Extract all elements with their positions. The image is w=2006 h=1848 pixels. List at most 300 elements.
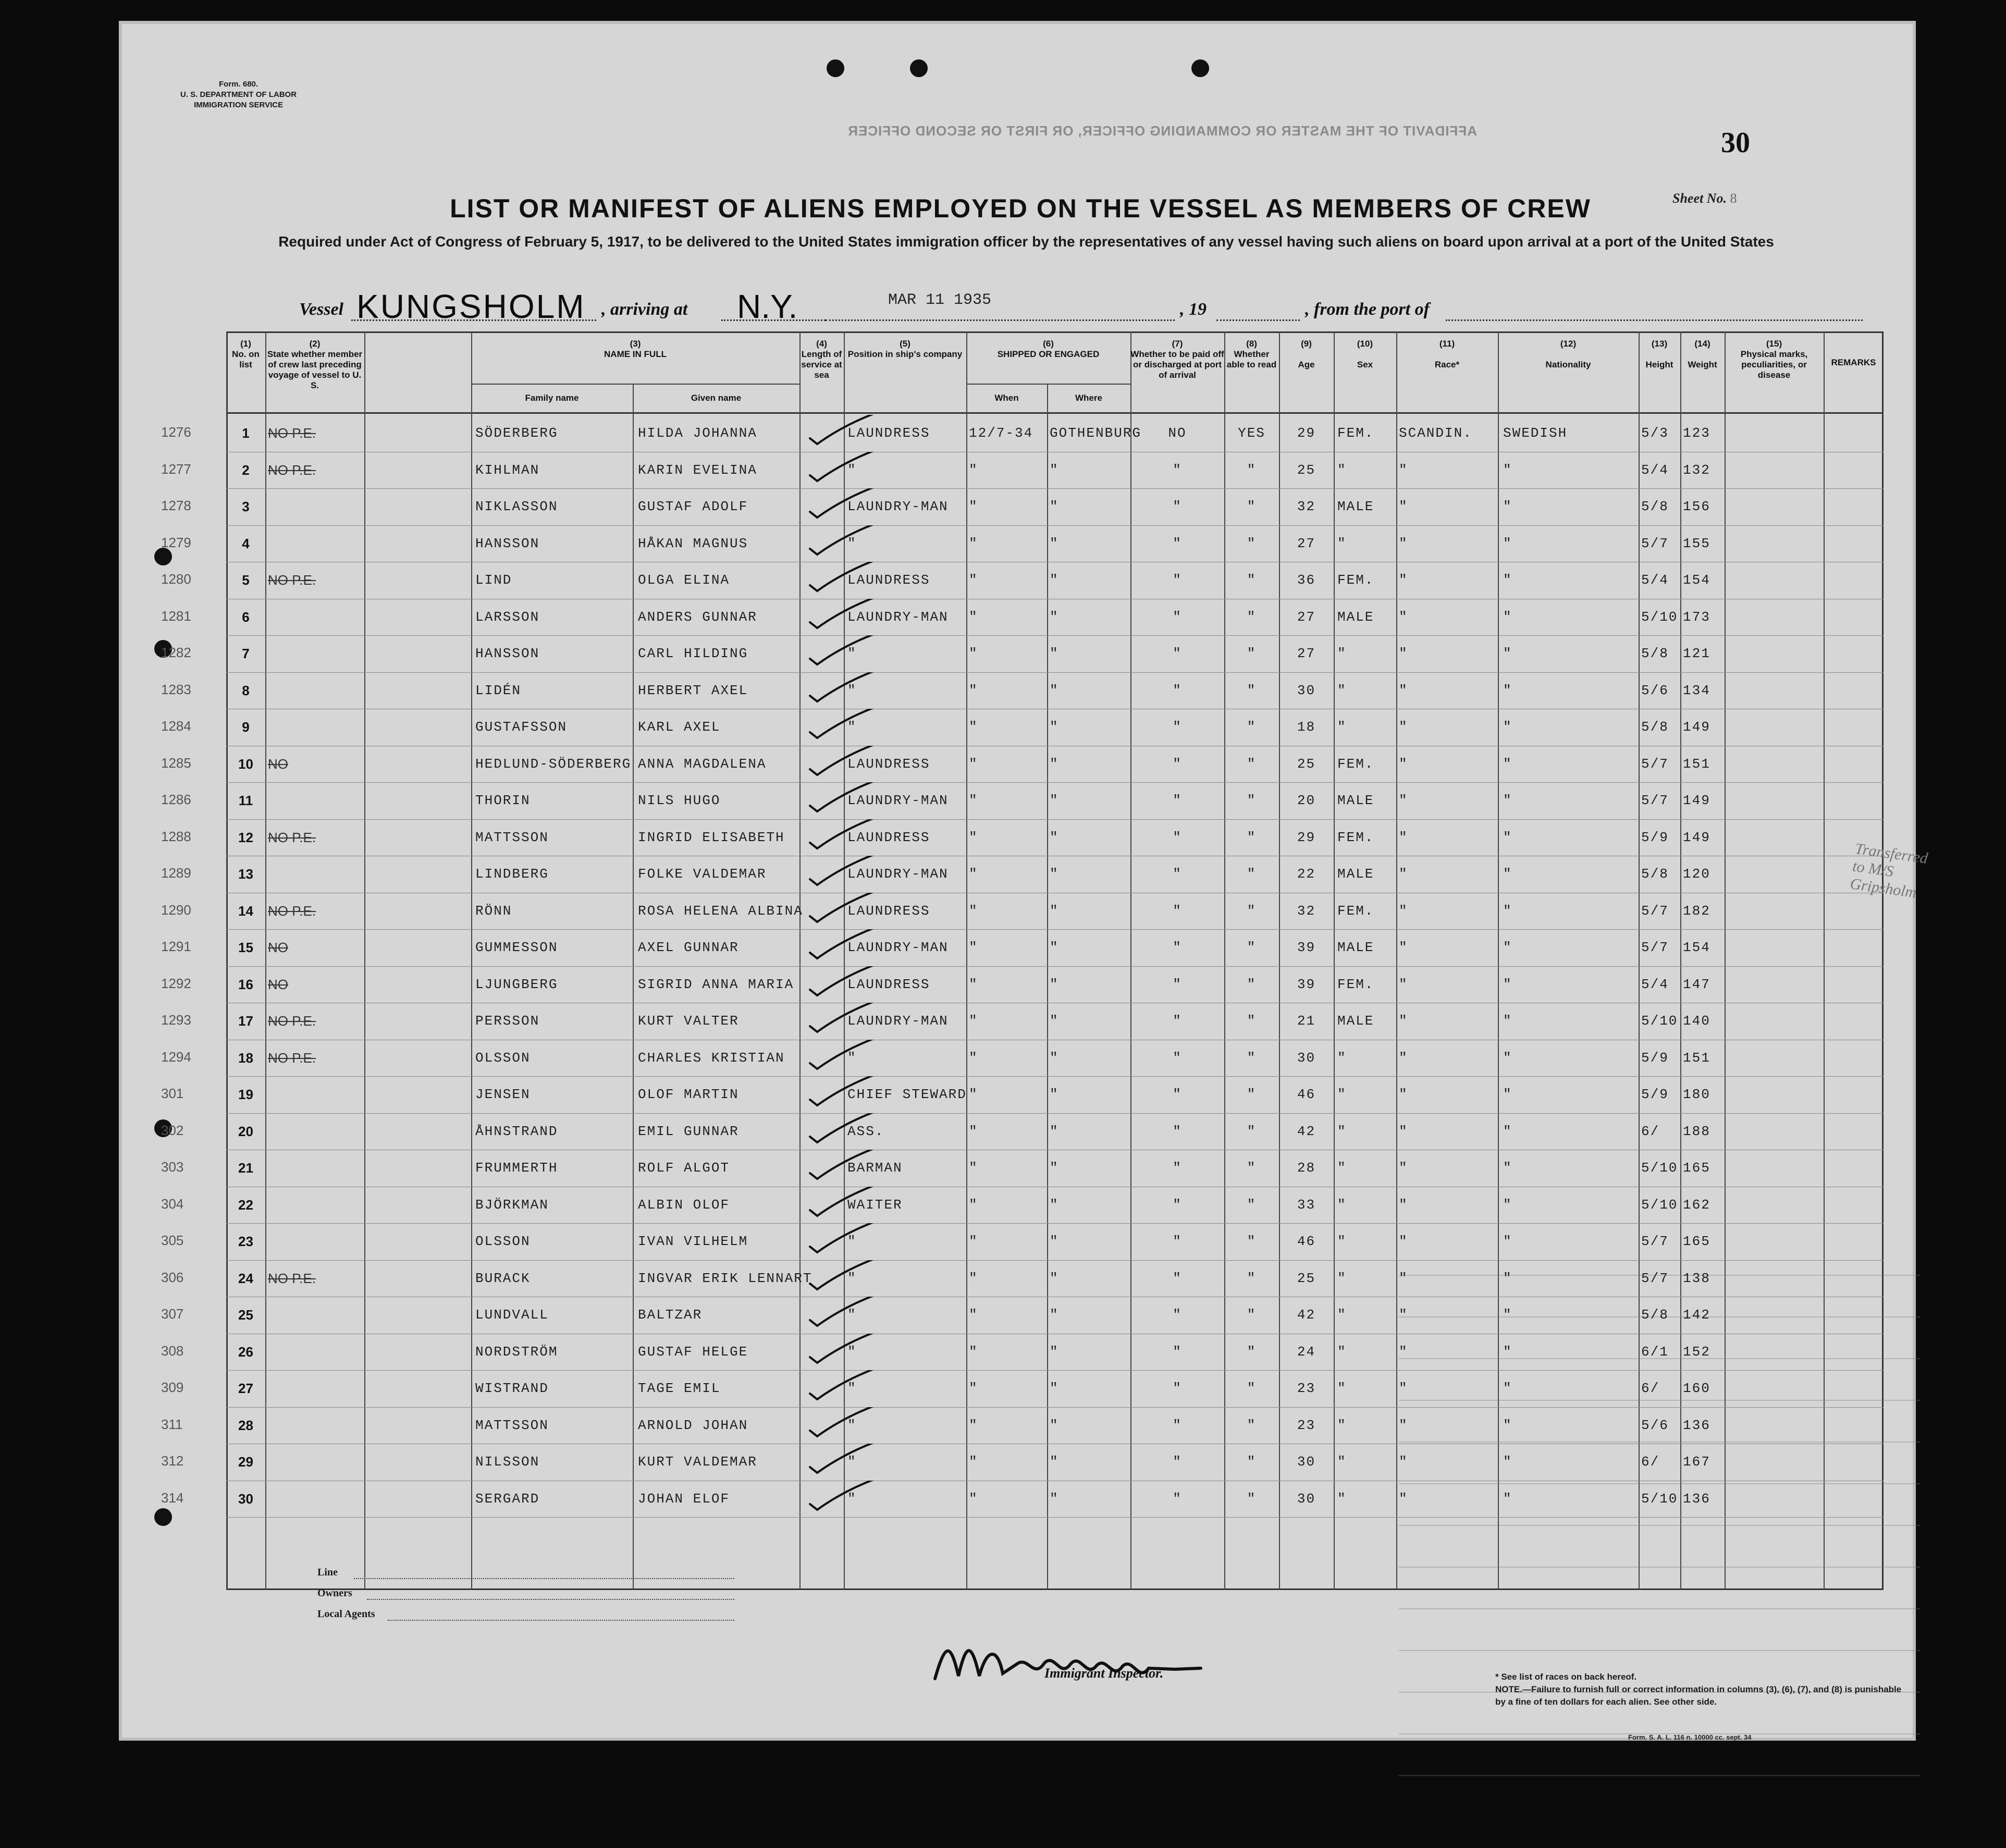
cell-nationality: " bbox=[1503, 1087, 1512, 1102]
service-checkmark bbox=[799, 1113, 883, 1150]
cell-height: 5/7 bbox=[1641, 940, 1669, 955]
cell-where: " bbox=[1050, 976, 1059, 992]
cell-height: 5/7 bbox=[1641, 535, 1669, 551]
margin-serial-number: 1282 bbox=[161, 645, 191, 660]
cell-read: " bbox=[1247, 1344, 1257, 1360]
cell-age: 25 bbox=[1297, 1270, 1316, 1286]
cell-nationality: " bbox=[1503, 1417, 1512, 1433]
cell-race: " bbox=[1399, 1123, 1408, 1139]
cell-weight: 140 bbox=[1683, 1013, 1710, 1029]
cell-no: 17 bbox=[238, 1013, 253, 1029]
cell-height: 6/ bbox=[1641, 1123, 1660, 1139]
margin-serial-number: 1279 bbox=[161, 534, 191, 550]
cell-nationality: " bbox=[1503, 572, 1512, 588]
cell-no: 26 bbox=[238, 1344, 253, 1360]
cell-paid: " bbox=[1173, 903, 1182, 919]
cell-read: " bbox=[1247, 793, 1257, 808]
cell-when: " bbox=[969, 609, 978, 625]
cell-age: 27 bbox=[1297, 609, 1316, 625]
cell-age: 30 bbox=[1297, 1050, 1316, 1066]
cell-family: LINDBERG bbox=[475, 866, 549, 882]
cell-family: MATTSSON bbox=[475, 1417, 549, 1433]
cell-weight: 136 bbox=[1683, 1417, 1710, 1433]
cell-paid: " bbox=[1173, 1234, 1182, 1249]
cell-age: 42 bbox=[1297, 1307, 1316, 1323]
cell-nationality: " bbox=[1503, 829, 1512, 845]
cell-race: " bbox=[1399, 462, 1408, 478]
cell-nationality: " bbox=[1503, 1197, 1512, 1213]
cell-where: " bbox=[1050, 1197, 1059, 1213]
cell-when: " bbox=[969, 1234, 978, 1249]
margin-serial-number: 311 bbox=[161, 1416, 183, 1432]
table-row bbox=[161, 819, 1884, 857]
cell-age: 30 bbox=[1297, 682, 1316, 698]
table-row bbox=[161, 1407, 1884, 1445]
service-checkmark bbox=[799, 1076, 883, 1113]
cell-race: SCANDIN. bbox=[1399, 425, 1472, 441]
cell-height: 5/9 bbox=[1641, 1050, 1669, 1066]
vessel-label: Vessel bbox=[299, 300, 343, 319]
cell-given: JOHAN ELOF bbox=[638, 1490, 730, 1507]
cell-sex: " bbox=[1337, 1454, 1347, 1470]
cell-no: 16 bbox=[238, 976, 253, 992]
cell-weight: 151 bbox=[1683, 756, 1710, 772]
cell-position: " bbox=[847, 719, 857, 735]
service-checkmark bbox=[799, 525, 883, 562]
cell-position: " bbox=[847, 1234, 857, 1249]
cell-family: BURACK bbox=[475, 1270, 531, 1286]
cell-age: 23 bbox=[1297, 1417, 1316, 1433]
cell-age: 32 bbox=[1297, 903, 1316, 919]
cell-given: NILS HUGO bbox=[638, 793, 721, 808]
cell-family: RÖNN bbox=[475, 903, 512, 919]
cell-race: " bbox=[1399, 1490, 1408, 1507]
table-row bbox=[161, 782, 1884, 820]
service-checkmark bbox=[799, 1187, 883, 1223]
margin-serial-number: 314 bbox=[161, 1489, 184, 1506]
cell-position: LAUNDRY-MAN bbox=[847, 793, 949, 808]
margin-serial-number: 1283 bbox=[161, 681, 191, 697]
cell-no: 13 bbox=[238, 866, 253, 882]
cell-given: SIGRID ANNA MARIA bbox=[638, 976, 794, 992]
margin-serial-number: 1284 bbox=[161, 718, 191, 734]
cell-nationality: " bbox=[1503, 1381, 1512, 1396]
department-name: U. S. DEPARTMENT OF LABOR bbox=[180, 90, 297, 99]
date-stamp: MAR 11 1935 bbox=[888, 291, 992, 309]
sheet-value: 8 bbox=[1730, 191, 1737, 206]
cell-read: " bbox=[1247, 1234, 1257, 1249]
cell-when: " bbox=[969, 499, 978, 514]
margin-serial-number: 305 bbox=[161, 1233, 184, 1248]
margin-serial-number: 1278 bbox=[161, 498, 191, 513]
cell-read: " bbox=[1247, 756, 1257, 772]
table-row bbox=[161, 1003, 1884, 1040]
cell-sex: MALE bbox=[1337, 499, 1374, 514]
cell-nationality: " bbox=[1503, 940, 1512, 955]
header-paid-off: (7) Whether to be paid off or discharged at port of arrival bbox=[1130, 339, 1224, 380]
table-row bbox=[161, 488, 1884, 526]
cell-age: 22 bbox=[1297, 866, 1316, 882]
cell-when: " bbox=[969, 1381, 978, 1396]
cell-family: WISTRAND bbox=[475, 1381, 549, 1396]
table-row bbox=[161, 1297, 1884, 1334]
cell-age: 20 bbox=[1297, 793, 1316, 808]
table-row bbox=[161, 1223, 1884, 1261]
cell-where: " bbox=[1050, 572, 1059, 588]
cell-position: LAUNDRY-MAN bbox=[847, 866, 949, 882]
document-subtitle: Required under Act of Congress of February 5, 1917, to be delivered to the United States immigration officer by the representatives of any vessel having such aliens on board upon arrival at a port of the United States bbox=[278, 233, 1774, 250]
cell-where: " bbox=[1050, 1490, 1059, 1507]
cell-given: AXEL GUNNAR bbox=[638, 940, 739, 955]
cell-height: 5/8 bbox=[1641, 719, 1669, 735]
service-checkmark bbox=[799, 1407, 883, 1444]
cell-paid: " bbox=[1173, 1087, 1182, 1102]
cell-age: 30 bbox=[1297, 1490, 1316, 1507]
cell-when: " bbox=[969, 793, 978, 808]
cell-no: 2 bbox=[242, 462, 250, 478]
margin-serial-number: 1292 bbox=[161, 975, 191, 991]
cell-height: 6/ bbox=[1641, 1454, 1660, 1470]
cell-weight: 120 bbox=[1683, 866, 1710, 882]
service-checkmark bbox=[799, 1040, 883, 1076]
cell-given: KARIN EVELINA bbox=[638, 462, 757, 478]
cell-paid: " bbox=[1173, 866, 1182, 882]
table-row bbox=[161, 452, 1884, 489]
cell-position: LAUNDRESS bbox=[847, 829, 930, 845]
cell-sex: FEM. bbox=[1337, 425, 1374, 441]
cell-where: " bbox=[1050, 535, 1059, 551]
cell-weight: 152 bbox=[1683, 1344, 1710, 1360]
cell-family: OLSSON bbox=[475, 1234, 531, 1249]
cell-sex: " bbox=[1337, 1490, 1347, 1507]
punch-hole bbox=[1191, 59, 1209, 77]
cell-race: " bbox=[1399, 903, 1408, 919]
cell-read: " bbox=[1247, 646, 1257, 661]
cell-height: 5/7 bbox=[1641, 1234, 1669, 1249]
cell-when: " bbox=[969, 646, 978, 661]
cell-given: KARL AXEL bbox=[638, 719, 721, 735]
cell-when: " bbox=[969, 1013, 978, 1029]
cell-paid: " bbox=[1173, 609, 1182, 625]
form-number: Form. 680. bbox=[219, 80, 259, 89]
cell-read: " bbox=[1247, 719, 1257, 735]
cell-where: " bbox=[1050, 756, 1059, 772]
service-checkmark bbox=[799, 1481, 883, 1517]
cell-nationality: " bbox=[1503, 756, 1512, 772]
cell-age: 27 bbox=[1297, 535, 1316, 551]
inspector-label: Immigrant Inspector. bbox=[1044, 1666, 1164, 1681]
cell-read: " bbox=[1247, 903, 1257, 919]
cell-no: 19 bbox=[238, 1087, 253, 1102]
cell-height: 5/4 bbox=[1641, 976, 1669, 992]
cell-family: HANSSON bbox=[475, 646, 540, 661]
cell-read: " bbox=[1247, 1197, 1257, 1213]
cell-given: FOLKE VALDEMAR bbox=[638, 866, 767, 882]
cell-weight: 151 bbox=[1683, 1050, 1710, 1066]
cell-nationality: " bbox=[1503, 1454, 1512, 1470]
cell-no: 14 bbox=[238, 903, 253, 919]
cell-given: HÅKAN MAGNUS bbox=[638, 535, 748, 551]
margin-serial-number: 1288 bbox=[161, 828, 191, 844]
cell-paid: " bbox=[1173, 1344, 1182, 1360]
cell-height: 5/10 bbox=[1641, 1197, 1678, 1213]
form-identifier bbox=[180, 79, 297, 110]
cell-weight: 155 bbox=[1683, 535, 1710, 551]
service-checkmark bbox=[799, 599, 883, 635]
cell-weight: 142 bbox=[1683, 1307, 1710, 1323]
cell-no: 4 bbox=[242, 535, 250, 551]
cell-nationality: " bbox=[1503, 499, 1512, 514]
cell-nationality: " bbox=[1503, 1050, 1512, 1066]
cell-given: ANDERS GUNNAR bbox=[638, 609, 757, 625]
cell-height: 5/4 bbox=[1641, 572, 1669, 588]
cell-weight: 154 bbox=[1683, 572, 1710, 588]
cell-age: 42 bbox=[1297, 1123, 1316, 1139]
cell-where: " bbox=[1050, 499, 1059, 514]
margin-serial-number: 1290 bbox=[161, 902, 191, 918]
table-row bbox=[161, 856, 1884, 893]
table-row bbox=[161, 1444, 1884, 1481]
cell-paid: " bbox=[1173, 499, 1182, 514]
cell-weight: 123 bbox=[1683, 425, 1710, 441]
margin-serial-number: 302 bbox=[161, 1122, 184, 1138]
cell-weight: 165 bbox=[1683, 1234, 1710, 1249]
cell-race: " bbox=[1399, 866, 1408, 882]
cell-where: " bbox=[1050, 462, 1059, 478]
cell-race: " bbox=[1399, 1381, 1408, 1396]
cell-family: NIKLASSON bbox=[475, 499, 558, 514]
cell-no: 11 bbox=[238, 793, 253, 808]
table-row bbox=[161, 746, 1884, 783]
cell-sex: " bbox=[1337, 719, 1347, 735]
cell-nationality: " bbox=[1503, 866, 1512, 882]
cell-weight: 147 bbox=[1683, 976, 1710, 992]
cell-family: BJÖRKMAN bbox=[475, 1197, 549, 1213]
service-checkmark bbox=[799, 1444, 883, 1480]
margin-serial-number: 306 bbox=[161, 1269, 184, 1285]
cell-sex: FEM. bbox=[1337, 829, 1374, 845]
service-checkmark bbox=[799, 782, 883, 819]
cell-where: " bbox=[1050, 1307, 1059, 1323]
punch-hole bbox=[910, 59, 928, 77]
cell-when: " bbox=[969, 903, 978, 919]
service-checkmark bbox=[799, 856, 883, 892]
cell-nationality: " bbox=[1503, 1344, 1512, 1360]
cell-read: " bbox=[1247, 535, 1257, 551]
table-row bbox=[161, 562, 1884, 599]
cell-sex: " bbox=[1337, 535, 1347, 551]
margin-serial-number: 1280 bbox=[161, 571, 191, 587]
cell-read: " bbox=[1247, 682, 1257, 698]
cell-read: " bbox=[1247, 1123, 1257, 1139]
cell-no: 5 bbox=[242, 572, 250, 588]
cell-age: 18 bbox=[1297, 719, 1316, 735]
cell-given: ROSA HELENA ALBINA bbox=[638, 903, 803, 919]
cell-sex: MALE bbox=[1337, 940, 1374, 955]
cell-no: 20 bbox=[238, 1123, 253, 1139]
cell-position: " bbox=[847, 1381, 857, 1396]
cell-family: GUSTAFSSON bbox=[475, 719, 568, 735]
cell-prev: NO bbox=[268, 940, 288, 955]
cell-no: 8 bbox=[242, 682, 250, 698]
cell-read: " bbox=[1247, 1270, 1257, 1286]
cell-age: 36 bbox=[1297, 572, 1316, 588]
cell-no: 12 bbox=[238, 829, 253, 845]
cell-where: " bbox=[1050, 1123, 1059, 1139]
cell-read: " bbox=[1247, 1307, 1257, 1323]
cell-race: " bbox=[1399, 793, 1408, 808]
cell-when: " bbox=[969, 1050, 978, 1066]
cell-age: 28 bbox=[1297, 1160, 1316, 1176]
header-remarks: REMARKS bbox=[1831, 358, 1876, 367]
manifest-sheet bbox=[119, 21, 1929, 1741]
margin-serial-number: 1293 bbox=[161, 1012, 191, 1028]
table-row bbox=[161, 1370, 1884, 1408]
cell-height: 5/7 bbox=[1641, 793, 1669, 808]
cell-when: 12/7-34 bbox=[969, 425, 1033, 441]
cell-weight: 173 bbox=[1683, 609, 1710, 625]
cell-height: 5/10 bbox=[1641, 609, 1678, 625]
cell-age: 33 bbox=[1297, 1197, 1316, 1213]
table-row bbox=[161, 415, 1884, 452]
cell-where: " bbox=[1050, 1160, 1059, 1176]
arrival-port: N.Y. bbox=[737, 288, 798, 325]
cell-position: LAUNDRY-MAN bbox=[847, 499, 949, 514]
cell-given: OLGA ELINA bbox=[638, 572, 730, 588]
cell-read: " bbox=[1247, 1381, 1257, 1396]
cell-race: " bbox=[1399, 1013, 1408, 1029]
cell-race: " bbox=[1399, 976, 1408, 992]
table-row bbox=[161, 966, 1884, 1004]
from-port-label: , from the port of bbox=[1305, 300, 1430, 319]
cell-nationality: " bbox=[1503, 719, 1512, 735]
cell-paid: " bbox=[1173, 976, 1182, 992]
cell-nationality: " bbox=[1503, 682, 1512, 698]
table-row bbox=[161, 635, 1884, 673]
page-number: 30 bbox=[1721, 127, 1750, 159]
margin-serial-number: 1286 bbox=[161, 792, 191, 807]
cell-height: 5/8 bbox=[1641, 866, 1669, 882]
cell-no: 9 bbox=[242, 719, 250, 735]
cell-race: " bbox=[1399, 719, 1408, 735]
inspector-signature bbox=[930, 1632, 1253, 1694]
cell-sex: FEM. bbox=[1337, 572, 1374, 588]
service-checkmark bbox=[799, 1260, 883, 1297]
header-age: (9) Age bbox=[1298, 339, 1315, 369]
cell-prev: NO bbox=[268, 756, 288, 772]
cell-no: 28 bbox=[238, 1417, 253, 1433]
cell-when: " bbox=[969, 940, 978, 955]
margin-serial-number: 1294 bbox=[161, 1049, 191, 1065]
cell-where: " bbox=[1050, 646, 1059, 661]
cell-sex: " bbox=[1337, 1160, 1347, 1176]
cell-position: ASS. bbox=[847, 1123, 884, 1139]
cell-family: SERGARD bbox=[475, 1490, 540, 1507]
cell-position: " bbox=[847, 1417, 857, 1433]
cell-weight: 188 bbox=[1683, 1123, 1710, 1139]
cell-read: YES bbox=[1238, 425, 1265, 441]
fine-note: NOTE.—Failure to furnish full or correct information in columns (3), (6), (7), and (8) is punishable by a fine of ten dollars for each alien. See other side. bbox=[1495, 1684, 1902, 1707]
cell-weight: 149 bbox=[1683, 793, 1710, 808]
cell-no: 18 bbox=[238, 1050, 253, 1066]
cell-sex: MALE bbox=[1337, 1013, 1374, 1029]
cell-family: HEDLUND-SÖDERBERG bbox=[475, 756, 632, 772]
cell-family: HANSSON bbox=[475, 535, 540, 551]
cell-where: " bbox=[1050, 1234, 1059, 1249]
cell-family: THORIN bbox=[475, 793, 531, 808]
cell-when: " bbox=[969, 1197, 978, 1213]
service-checkmark bbox=[799, 635, 883, 672]
service-checkmark bbox=[799, 1334, 883, 1370]
margin-serial-number: 304 bbox=[161, 1196, 184, 1212]
cell-read: " bbox=[1247, 829, 1257, 845]
cell-no: 23 bbox=[238, 1234, 253, 1249]
table-row bbox=[161, 929, 1884, 967]
cell-nationality: " bbox=[1503, 535, 1512, 551]
cell-sex: " bbox=[1337, 646, 1347, 661]
cell-family: LUNDVALL bbox=[475, 1307, 549, 1323]
cell-paid: " bbox=[1173, 1270, 1182, 1286]
cell-sex: " bbox=[1337, 1087, 1347, 1102]
header-race: (11) Race* bbox=[1434, 339, 1460, 369]
cell-position: " bbox=[847, 1270, 857, 1286]
cell-height: 5/4 bbox=[1641, 462, 1669, 478]
cell-read: " bbox=[1247, 1087, 1257, 1102]
cell-nationality: " bbox=[1503, 793, 1512, 808]
cell-prev: NO P.E. bbox=[268, 903, 316, 919]
cell-where: " bbox=[1050, 1381, 1059, 1396]
cell-race: " bbox=[1399, 1050, 1408, 1066]
cell-nationality: " bbox=[1503, 903, 1512, 919]
header-length-of-service: (4) Length of service at sea bbox=[801, 339, 842, 380]
service-checkmark bbox=[799, 1150, 883, 1186]
cell-height: 5/10 bbox=[1641, 1160, 1678, 1176]
cell-nationality: " bbox=[1503, 1307, 1512, 1323]
cell-where: " bbox=[1050, 940, 1059, 955]
cell-race: " bbox=[1399, 609, 1408, 625]
cell-nationality: " bbox=[1503, 976, 1512, 992]
cell-height: 5/8 bbox=[1641, 1307, 1669, 1323]
cell-race: " bbox=[1399, 1234, 1408, 1249]
cell-sex: " bbox=[1337, 1123, 1347, 1139]
cell-paid: " bbox=[1173, 1490, 1182, 1507]
cell-family: MATTSSON bbox=[475, 829, 549, 845]
owners-label: Owners bbox=[317, 1587, 352, 1599]
cell-given: KURT VALTER bbox=[638, 1013, 739, 1029]
document-title: LIST OR MANIFEST OF ALIENS EMPLOYED ON THE VESSEL AS MEMBERS OF CREW bbox=[450, 194, 1591, 223]
cell-family: JENSEN bbox=[475, 1087, 531, 1102]
table-row bbox=[161, 1113, 1884, 1151]
cell-given: GUSTAF HELGE bbox=[638, 1344, 748, 1360]
local-agents-label: Local Agents bbox=[317, 1608, 375, 1620]
cell-paid: " bbox=[1173, 1417, 1182, 1433]
cell-no: 3 bbox=[242, 499, 250, 514]
cell-prev: NO P.E. bbox=[268, 572, 316, 588]
cell-paid: " bbox=[1173, 756, 1182, 772]
cell-position: WAITER bbox=[847, 1197, 903, 1213]
cell-height: 5/8 bbox=[1641, 646, 1669, 661]
cell-race: " bbox=[1399, 572, 1408, 588]
service-name: IMMIGRATION SERVICE bbox=[193, 101, 284, 109]
cell-where: " bbox=[1050, 719, 1059, 735]
cell-race: " bbox=[1399, 1087, 1408, 1102]
cell-height: 5/9 bbox=[1641, 1087, 1669, 1102]
cell-family: LIND bbox=[475, 572, 512, 588]
service-checkmark bbox=[799, 893, 883, 929]
cell-height: 5/6 bbox=[1641, 1417, 1669, 1433]
cell-family: PERSSON bbox=[475, 1013, 540, 1029]
handwritten-remark: Transferred to M/S Gripsholm bbox=[1849, 840, 1929, 902]
